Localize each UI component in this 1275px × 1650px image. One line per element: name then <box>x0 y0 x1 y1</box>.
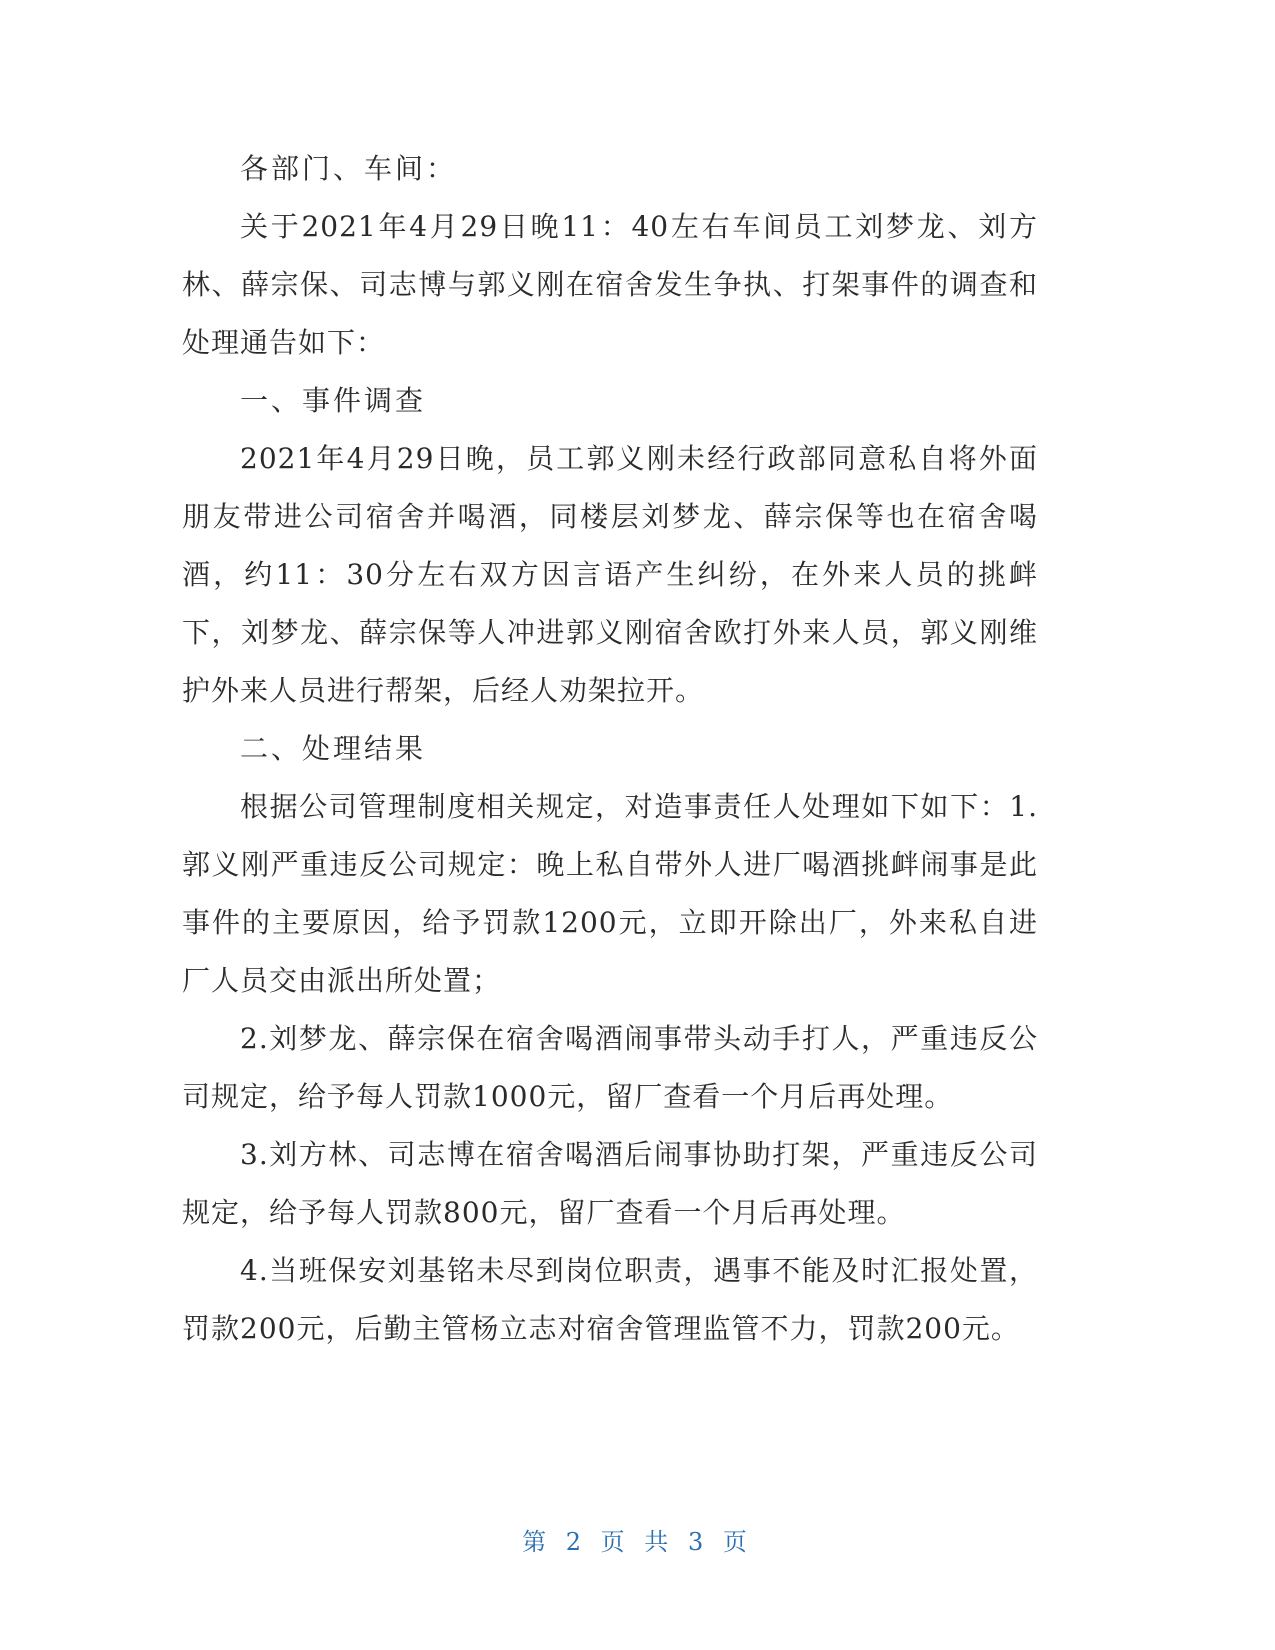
item-4-paragraph: 4.当班保安刘基铭未尽到岗位职责，遇事不能及时汇报处置，罚款200元，后勤主管杨立志对宿舍管理监管不力，罚款200元。 <box>182 1254 1038 1345</box>
section-1-paragraph: 2021年4月29日晚，员工郭义刚未经行政部同意私自将外面朋友带进公司宿舍并喝酒，同楼层刘梦龙、薛宗保等也在宿舍喝酒，约11：30分左右双方因言语产生纠纷，在外来人员的挑衅下，刘梦龙、薛宗保等人冲进郭义刚宿舍欧打外来人员，郭义刚维护外来人员进行帮架，后经人劝架拉开。 <box>182 442 1038 707</box>
section-2-paragraph: 根据公司管理制度相关规定，对造事责任人处理如下如下：1.郭义刚严重违反公司规定：晚上私自带外人进厂喝酒挑衅闹事是此事件的主要原因，给予罚款1200元，立即开除出厂，外来私自进厂人员交由派出所处置； <box>182 790 1038 997</box>
intro-paragraph: 关于2021年4月29日晚11：40左右车间员工刘梦龙、刘方林、薛宗保、司志博与郭义刚在宿舍发生争执、打架事件的调查和处理通告如下： <box>182 210 1038 359</box>
document-body <box>182 140 1038 1358</box>
item-3-paragraph: 3.刘方林、司志博在宿舍喝酒后闹事协助打架，严重违反公司规定，给予每人罚款800元，留厂查看一个月后再处理。 <box>182 1138 1038 1229</box>
section-1-heading: 一、事件调查 <box>240 384 427 417</box>
item-2-paragraph: 2.刘梦龙、薛宗保在宿舍喝酒闹事带头动手打人，严重违反公司规定，给予每人罚款1000元，留厂查看一个月后再处理。 <box>182 1022 1038 1113</box>
salutation: 各部门、车间： <box>240 152 458 185</box>
page-number-footer: 第 2 页 共 3 页 <box>522 1528 753 1556</box>
section-2-heading: 二、处理结果 <box>240 732 427 765</box>
